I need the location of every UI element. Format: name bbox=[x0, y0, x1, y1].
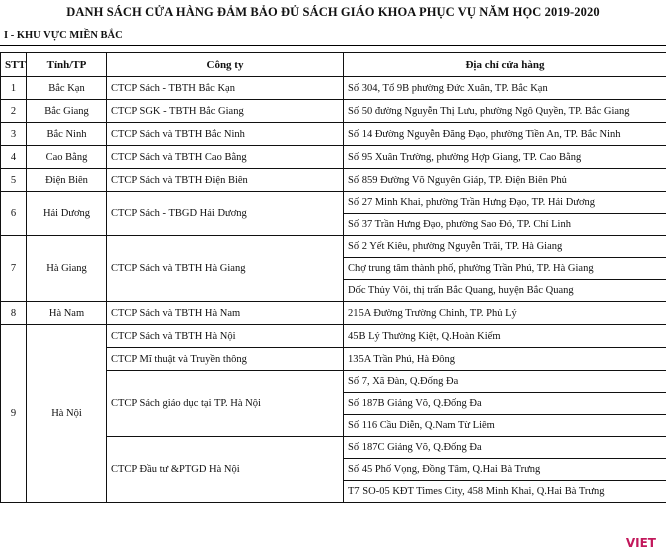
row-company: CTCP Mĩ thuật và Truyền thông bbox=[107, 348, 344, 371]
row-stt: 9 bbox=[1, 325, 27, 503]
row-address: 45B Lý Thường Kiệt, Q.Hoàn Kiếm bbox=[344, 325, 666, 348]
header-address: Địa chỉ cửa hàng bbox=[344, 53, 666, 77]
row-address: Số 187C Giảng Võ, Q.Đống Đa bbox=[344, 437, 666, 459]
row-province: Cao Bằng bbox=[27, 146, 107, 169]
row-company: CTCP Sách và TBTH Cao Bằng bbox=[107, 146, 344, 169]
store-table bbox=[0, 52, 666, 503]
row-address: Dốc Thủy Vôi, thị trấn Bắc Quang, huyện Bắc Quang bbox=[344, 280, 666, 302]
header-stt: STT bbox=[1, 53, 27, 77]
row-province: Bắc Kạn bbox=[27, 77, 107, 100]
row-stt: 4 bbox=[1, 146, 27, 169]
row-address: Số 2 Yết Kiêu, phường Nguyễn Trãi, TP. Hà Giang bbox=[344, 236, 666, 258]
row-company: CTCP Sách - TBGD Hải Dương bbox=[107, 192, 344, 236]
row-province: Hải Dương bbox=[27, 192, 107, 236]
row-address: Số 116 Cầu Diễn, Q.Nam Từ Liêm bbox=[344, 415, 666, 437]
section-heading: I - KHU VỰC MIỀN BẮC bbox=[4, 30, 123, 41]
row-address: Chợ trung tâm thành phố, phường Trần Phú, TP. Hà Giang bbox=[344, 258, 666, 280]
row-stt: 2 bbox=[1, 100, 27, 123]
table-row bbox=[1, 100, 666, 123]
row-province: Hà Nội bbox=[27, 325, 107, 503]
row-company: CTCP Sách giáo dục tại TP. Hà Nội bbox=[107, 371, 344, 437]
table-row bbox=[1, 192, 666, 214]
row-address: Số 7, Xã Đàn, Q.Đống Đa bbox=[344, 371, 666, 393]
row-address: Số 50 đường Nguyễn Thị Lưu, phường Ngô Quyền, TP. Bắc Giang bbox=[344, 100, 666, 123]
row-address: Số 27 Minh Khai, phường Trần Hưng Đạo, TP. Hải Dương bbox=[344, 192, 666, 214]
row-stt: 3 bbox=[1, 123, 27, 146]
row-address: 135A Trần Phú, Hà Đông bbox=[344, 348, 666, 371]
header-province: Tỉnh/TP bbox=[27, 53, 107, 77]
row-company: CTCP Đầu tư &PTGD Hà Nội bbox=[107, 437, 344, 503]
row-address: Số 95 Xuân Trường, phường Hợp Giang, TP. Cao Bằng bbox=[344, 146, 666, 169]
row-stt: 6 bbox=[1, 192, 27, 236]
section-divider bbox=[0, 45, 666, 46]
row-address: T7 SO-05 KĐT Times City, 458 Minh Khai, Q.Hai Bà Trưng bbox=[344, 481, 666, 503]
row-company: CTCP Sách và TBTH Hà Giang bbox=[107, 236, 344, 302]
table-row bbox=[1, 302, 666, 325]
header-company: Công ty bbox=[107, 53, 344, 77]
row-address: Số 45 Phố Vọng, Đồng Tâm, Q.Hai Bà Trưng bbox=[344, 459, 666, 481]
row-province: Bắc Ninh bbox=[27, 123, 107, 146]
table-row bbox=[1, 77, 666, 100]
document-title: DANH SÁCH CỬA HÀNG ĐẢM BẢO ĐỦ SÁCH GIÁO KHOA PHỤC VỤ NĂM HỌC 2019-2020 bbox=[66, 5, 600, 19]
row-address: Số 14 Đường Nguyễn Đăng Đạo, phường Tiền An, TP. Bắc Ninh bbox=[344, 123, 666, 146]
table-row bbox=[1, 123, 666, 146]
row-address: Số 187B Giảng Võ, Q.Đống Đa bbox=[344, 393, 666, 415]
row-company: CTCP Sách và TBTH Hà Nam bbox=[107, 302, 344, 325]
row-company: CTCP Sách và TBTH Hà Nội bbox=[107, 325, 344, 348]
table-row bbox=[1, 236, 666, 258]
table-row bbox=[1, 169, 666, 192]
row-company: CTCP Sách và TBTH Bắc Ninh bbox=[107, 123, 344, 146]
table-body bbox=[1, 77, 666, 503]
row-address: Số 304, Tổ 9B phường Đức Xuân, TP. Bắc Kạn bbox=[344, 77, 666, 100]
row-address: Số 859 Đường Võ Nguyên Giáp, TP. Điện Biên Phủ bbox=[344, 169, 666, 192]
row-address: 215A Đường Trường Chinh, TP. Phủ Lý bbox=[344, 302, 666, 325]
row-province: Hà Giang bbox=[27, 236, 107, 302]
row-province: Hà Nam bbox=[27, 302, 107, 325]
row-stt: 7 bbox=[1, 236, 27, 302]
row-stt: 1 bbox=[1, 77, 27, 100]
row-address: Số 37 Trần Hưng Đạo, phường Sao Đỏ, TP. Chí Linh bbox=[344, 214, 666, 236]
row-company: CTCP Sách và TBTH Điện Biên bbox=[107, 169, 344, 192]
row-province: Bắc Giang bbox=[27, 100, 107, 123]
row-company: CTCP Sách - TBTH Bắc Kạn bbox=[107, 77, 344, 100]
row-province: Điện Biên bbox=[27, 169, 107, 192]
table-row bbox=[1, 325, 666, 348]
row-company: CTCP SGK - TBTH Bắc Giang bbox=[107, 100, 344, 123]
table-row bbox=[1, 146, 666, 169]
row-stt: 8 bbox=[1, 302, 27, 325]
watermark-logo: VIET bbox=[625, 536, 656, 550]
table-header-row bbox=[1, 53, 666, 77]
row-stt: 5 bbox=[1, 169, 27, 192]
